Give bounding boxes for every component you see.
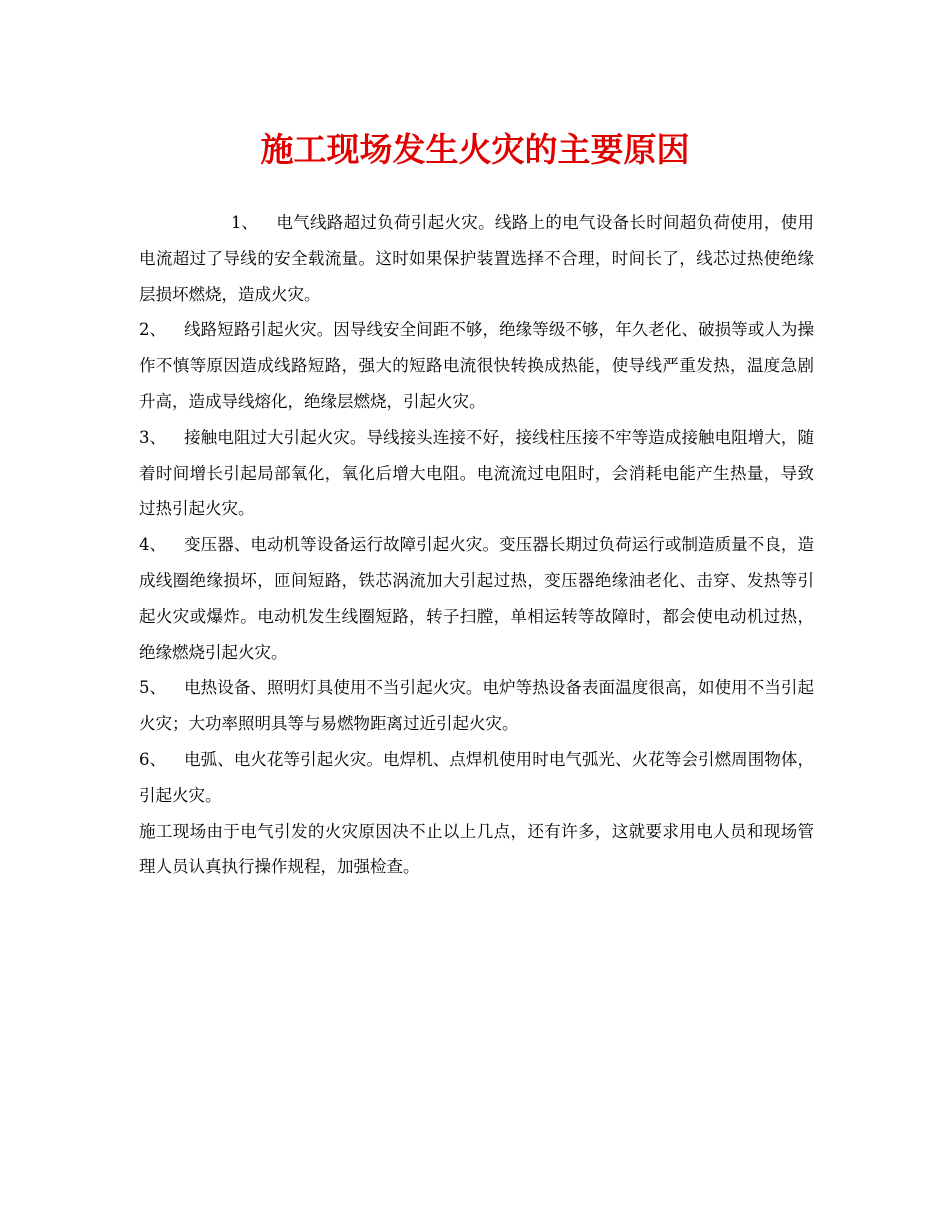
item-text: 接触电阻过大引起火灾。导线接头连接不好，接线柱压接不牢等造成接触电阻增大，随着时间增长引起局部氧化，氧化后增大电阻。电流流过电阻时，会消耗电能产生热量，导致过热引起火灾。 — [139, 427, 814, 519]
item-number: 5、 — [139, 678, 166, 698]
item-text: 电弧、电火花等引起火灾。电焊机、点焊机使用时电气弧光、火花等会引燃周围物体，引起火灾。 — [139, 749, 814, 805]
document-body — [139, 205, 814, 885]
item-text: 电热设备、照明灯具使用不当引起火灾。电炉等热设备表面温度很高，如使用不当引起火灾；大功率照明具等与易燃物距离过近引起火灾。 — [139, 678, 814, 734]
item-number: 3、 — [139, 427, 166, 447]
list-item — [139, 205, 814, 312]
document-title: 施工现场发生火灾的主要原因 — [260, 130, 690, 169]
list-item — [139, 670, 814, 742]
conclusion-paragraph: 施工现场由于电气引发的火灾原因决不止以上几点，还有许多，这就要求用电人员和现场管理人员认真执行操作规程，加强检查。 — [139, 821, 814, 877]
item-number: 4、 — [139, 535, 166, 555]
list-item — [139, 312, 814, 419]
item-text: 电气线路超过负荷引起火灾。线路上的电气设备长时间超负荷使用，使用电流超过了导线的安全载流量。这时如果保护装置选择不合理，时间长了，线芯过热使绝缘层损坏燃烧，造成火灾。 — [139, 213, 814, 304]
item-text: 线路短路引起火灾。因导线安全间距不够，绝缘等级不够，年久老化、破损等或人为操作不慎等原因造成线路短路，强大的短路电流很快转换成热能，使导线严重发热，温度急剧升高，造成导线熔化，绝缘层燃烧，引起火灾。 — [139, 320, 814, 411]
list-item — [139, 420, 814, 527]
item-text: 变压器、电动机等设备运行故障引起火灾。变压器长期过负荷运行或制造质量不良，造成线圈绝缘损坏，匝间短路，铁芯涡流加大引起过热，变压器绝缘油老化、击穿、发热等引起火灾或爆炸。电动机发生线圈短路，转子扫膛，单相运转等故障时，都会使电动机过热，绝缘燃烧引起火灾。 — [139, 535, 814, 662]
item-number: 6、 — [139, 749, 166, 769]
list-item — [139, 742, 814, 814]
item-number: 1、 — [231, 213, 258, 232]
item-number: 2、 — [139, 320, 166, 340]
list-item — [139, 527, 814, 670]
